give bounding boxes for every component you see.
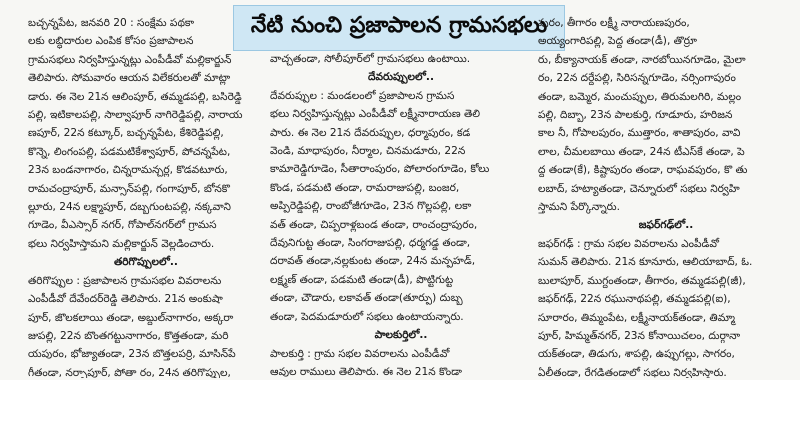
- text-line: ల్లూరు, 24న లక్ష్మాపూర్, దబ్బగుంటపల్లి, నక్కవాని: [28, 201, 231, 214]
- headline: నేటి నుంచి ప్రజాపాలన గ్రామసభలు: [233, 5, 565, 51]
- text-line: అప్పిరెడ్డిపల్లి, రాంబోజీగూడెం, 23న గొల్లపల్లి, లకా: [270, 200, 472, 213]
- text-line: దరావత్ తండా,నల్లకుంట తండా, 24న మన్పహడ్,: [270, 255, 476, 268]
- text-line: తరిగొప్పుల : ప్రజాపాలన గ్రామసభల వివరాలను: [28, 274, 222, 287]
- text-line: పల్లి, దిబ్బా, 23న పాలకుర్తి, గూడూరు, హరిజన: [538, 109, 733, 122]
- text-line: పారు. ఈ నెల 21న దేవరుప్పుల, ధర్మాపురం, కడ: [270, 126, 471, 139]
- text-line: సూరారం, తిమ్మంపేట, లక్ష్మీనాయక్‌తండా, తిమ్మా: [538, 311, 736, 324]
- text-line: బచ్చన్నపేట, జనవరి 20 : సంక్షేమ పథకా: [28, 17, 195, 29]
- text-line: కొండ, పడమటి తండా, రామరాజుపల్లి, బంజర,: [270, 181, 460, 194]
- text-line: వాచ్చతండా, సోలీపూర్‌లో గ్రామసభలు ఉంటాయి.: [270, 53, 471, 65]
- column-2: [270, 50, 532, 378]
- text-line: ద్ద తండా(కే), కిష్టాపురం తండా, రాఘవపురం, కొ తు: [538, 164, 748, 177]
- text-line: ఆవుల రాములు తెలిపారు. ఈ నెల 21న కొండా: [270, 365, 462, 378]
- text-line: దేవరుప్పుల : మండలంలో ప్రజాపాలన గ్రామస: [270, 89, 455, 102]
- subheading: తరిగొప్పులలో..: [114, 256, 178, 269]
- text-line: జఫర్‌గఢ్, 22న రఘునాథపల్లి, తమ్మడపల్లి(ఐ),: [538, 293, 731, 306]
- text-line: లబాద్, హట్యాతండా, చెన్నూరులో సభలు నిర్వహి: [538, 182, 740, 195]
- text-line: జఫర్‌గఢ్ : గ్రామ సభల వివరాలను ఎంపీడీవో: [538, 237, 719, 250]
- column-3: [538, 14, 794, 378]
- text-line: వత్ తండా, చిప్పరాళ్లబండ తండా, రాంచంద్రాపురం,: [270, 218, 478, 231]
- text-line: తండా, చౌడారు, లకావత్ తండా(తూర్పు) దుబ్బ: [270, 292, 463, 305]
- subheading: జఫర్‌గఢ్‌లో..: [638, 219, 694, 232]
- text-line: రామచంద్రాపూర్, మన్సాన్‌పల్లి, గంగాపూర్, బోనకొ: [28, 182, 230, 195]
- text-line: పల్లి, ఇటికాలపల్లి, సాల్వాపూర్ నాగిరెడ్డిపల్లి, నారాయ: [28, 109, 243, 122]
- subheading: పాలకుర్తిలో..: [374, 329, 428, 342]
- text-line: కామారెడ్డిగూడెం, సీతారాంపురం, పోలారంగూడెం, కోలు: [270, 163, 490, 176]
- text-line: కొన్నె, లింగంపల్లి, పడమటికేశ్వాపూర్, పోచన్నపేట,: [28, 145, 231, 158]
- text-line: పూర్, హిమ్మత్‌నగర్, 23న కోనాయిచలం, దుర్గానా: [538, 329, 741, 342]
- text-line: పాలకుర్తి : గ్రామ సభల వివరాలను ఎంపీడీవో: [270, 347, 450, 360]
- text-line: రం, 22న దర్దేపల్లి, సిరిసన్నగూడెం, నర్సింగాపురం: [538, 72, 736, 85]
- text-line: యపురం, భోజ్యాతండా, 23న బొత్తలపర్రి, మాసిన్‌పే: [28, 348, 236, 361]
- text-line: భలు నిర్వహిస్తున్నట్లు ఎంపీడీవో లక్ష్మీనారాయణ తెలి: [270, 108, 480, 121]
- text-line: భలు నిర్వహిస్తామని మల్లికార్జున్ వెల్లడించారు.: [28, 237, 215, 250]
- text-line: 23న బండనాగారం, చిన్నరామన్చర్ల, కొడవటూరు,: [28, 164, 228, 177]
- text-line: లక్ష్మణ్ తండా, పడమటి తండా(డీ), పొట్టిగుట్ట: [270, 273, 454, 286]
- text-line: ణపూర్, 22న కట్కూర్, బచ్చన్నపేట, కేశిరెడ్డిపల్లి,: [28, 127, 224, 140]
- text-line: పూర్, జొలకలాయి తండా, అబ్దుల్‌నాగారం, అక్కరా: [28, 311, 234, 324]
- text-line: గూడెం, వీఎస్సార్ నగర్, గోపాల్‌నగర్‌లో గ్రామస: [28, 219, 217, 232]
- text-line: యక్‌తండా, తిడుగు, శాపల్లి, ఉప్పుగల్లు, సాగరం,: [538, 348, 735, 361]
- text-line: తండా, పెదమడూరులో సభలు ఉంటాయన్నారు.: [270, 310, 464, 323]
- text-line: స్తామని పేర్కొన్నారు.: [538, 201, 620, 214]
- text-line: గ్రామసభలు నిర్వహిస్తున్నట్లు ఎంపీడీవో మల్లికార్జున్: [28, 53, 232, 66]
- text-line: పురం, తీగారం లక్ష్మీ నారాయణపురం,: [538, 17, 690, 29]
- text-line: దేవునిగుట్ట తండా, సింగరాజుపల్లి, ధర్మగడ్డ తండా,: [270, 237, 471, 250]
- text-line: ఏలీతండా, రేగడితండాలో సభలు నిర్వహిస్తారు.: [538, 366, 727, 378]
- text-line: ఎంపీడీవో దేవేందర్‌రెడ్డి తెలిపారు. 21న అంకుషా: [28, 293, 223, 306]
- text-line: తండా, బమ్మెర, మంచుప్పుల, తిరుమలగిరి, మల్లం: [538, 90, 742, 103]
- text-line: వెండి, మాధాపురం, నీర్మాల, చినమడూరు, 22న: [270, 145, 466, 158]
- text-line: గీతండా, నర్సాపూర్, పోతా రం, 24న తరిగొప్పుల,: [28, 366, 231, 378]
- text-line: రు, బీక్యానాయక్ తండా, నారబోయినగూడెం, మైలా: [538, 53, 746, 66]
- text-line: సుమన్ తెలిపారు. 21న కూనూరు, ఆలియాబాద్, ఓ.: [538, 256, 753, 269]
- text-line: లాల, చీమలబాయి తండా, 24న టీఎస్‌కే తండా, పె: [538, 145, 745, 158]
- subheading: దేవరుప్పులలో..: [368, 71, 434, 84]
- text-line: తెలిపారు. సోమవారం ఆయన విలేకరులతో మాట్లా: [28, 72, 231, 85]
- text-line: కాల నీ, గోపాలపురం, ముత్తారం, శాతాపురం, వావి: [538, 127, 741, 140]
- text-line: డారు. ఈ నెల 21న ఆలింపూర్, తమ్మడపల్లి, బసిరెడ్డి: [28, 90, 242, 103]
- text-line: జుపల్లి, 22న బొంతగట్టునాగారం, కొత్తతండా, మరి: [28, 329, 229, 342]
- column-1: [28, 14, 264, 378]
- text-line: అయ్యంగారిపల్లి, పెద్ద తండా(డీ), తొర్రూ: [538, 35, 697, 48]
- text-line: లకు లబ్ధిదారుల ఎంపిక కోసం ప్రజాపాలన: [28, 35, 194, 48]
- text-line: బులాపూర్, ముగ్దంతండా, తీగారం, తమ్మడపల్లి(జీ),: [538, 274, 746, 287]
